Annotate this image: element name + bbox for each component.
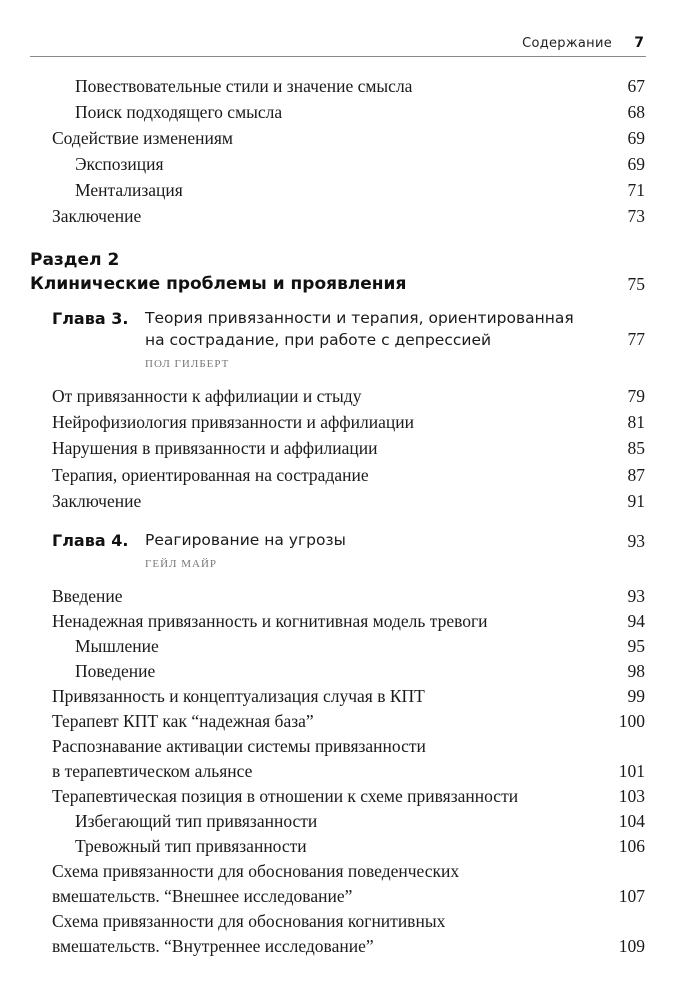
toc-entry-page: 109 (618, 936, 645, 956)
chapter-title: Реагирование на угрозы (145, 531, 346, 549)
toc-entry-text: Нарушения в привязанности и аффилиации (52, 438, 378, 458)
chapter-label: Глава 4. (52, 531, 129, 550)
toc-entry-text: Привязанность и концептуализация случая в КПТ (52, 686, 425, 706)
toc-entry-page: 71 (627, 180, 645, 200)
toc-entry-page: 106 (618, 836, 645, 856)
toc-entry-text: Содействие изменениям (52, 128, 233, 148)
toc-entry-page: 107 (618, 886, 645, 906)
toc-entry-text: Заключение (52, 491, 142, 511)
toc-entry-page: 104 (618, 811, 645, 831)
toc-entry-text: Схема привязанности для обоснования поведенческих (52, 861, 460, 881)
toc-entry-text: вмешательств. “Внешнее исследование” (52, 886, 353, 906)
toc-entry-page: 81 (627, 412, 645, 432)
toc-entry-text: Избегающий тип привязанности (75, 811, 318, 831)
toc-entry-text: Повествовательные стили и значение смысла (75, 76, 413, 96)
toc-entry-text: Нейрофизиология привязанности и аффилиации (52, 412, 414, 432)
toc-entry-page: 94 (627, 611, 645, 631)
toc-entry-text: Тревожный тип привязанности (75, 836, 307, 856)
toc-entry-page: 68 (627, 102, 645, 122)
toc-entry-page: 85 (627, 438, 645, 458)
toc-entry-text: Мышление (75, 636, 159, 656)
toc-entry-text: Введение (52, 586, 123, 606)
toc-entry-text: Заключение (52, 206, 142, 226)
toc-entry-text: От привязанности к аффилиации и стыду (52, 386, 362, 406)
toc-entry-page: 95 (627, 636, 645, 656)
chapter-title-line2: на сострадание, при работе с депрессией (145, 331, 492, 349)
toc-entry-page: 98 (627, 661, 645, 681)
section-title: Клинические проблемы и проявления (30, 274, 407, 294)
running-head (30, 30, 646, 57)
toc-entry-text: Экспозиция (75, 154, 164, 174)
chapter-author: ПОЛ ГИЛБЕРТ (145, 358, 230, 370)
toc-entry-page: 91 (627, 491, 645, 511)
toc-entry-page: 69 (627, 128, 645, 148)
toc-entry-text: Поиск подходящего смысла (75, 102, 283, 122)
toc-entry-page: 99 (627, 686, 645, 706)
toc-entry-page: 73 (627, 206, 645, 226)
toc-entry-text: Терапевтическая позиция в отношении к схеме привязанности (52, 786, 519, 806)
toc-entry-text: Ненадежная привязанность и когнитивная модель тревоги (52, 611, 488, 631)
toc-entry-page: 79 (627, 386, 645, 406)
toc-entry-text: вмешательств. “Внутреннее исследование” (52, 936, 374, 956)
section-label: Раздел 2 (30, 250, 120, 270)
running-head-title: Содержание (522, 36, 612, 51)
toc-entry-page: 101 (618, 761, 645, 781)
page-number: 7 (634, 35, 644, 51)
toc-entry-text: Распознавание активации системы привязанности (52, 736, 426, 756)
toc-entry-text: Терапевт КПТ как “надежная база” (52, 711, 314, 731)
toc-entry-text: Ментализация (75, 180, 183, 200)
chapter-page: 77 (627, 329, 645, 349)
chapter-author: ГЕЙЛ МАЙР (145, 558, 218, 570)
chapter-title-line1: Теория привязанности и терапия, ориентированная (145, 309, 574, 327)
toc-entry-page: 87 (627, 465, 645, 485)
toc-entry-text: Терапия, ориентированная на сострадание (52, 465, 369, 485)
toc-entry-page: 93 (627, 586, 645, 606)
chapter-label: Глава 3. (52, 309, 129, 328)
toc-entry-page: 103 (618, 786, 645, 806)
chapter-page: 93 (627, 531, 645, 551)
toc-entry-text: в терапевтическом альянсе (52, 761, 253, 781)
toc-entry-text: Схема привязанности для обоснования когнитивных (52, 911, 446, 931)
toc-entry-page: 69 (627, 154, 645, 174)
toc-entry-text: Поведение (75, 661, 156, 681)
section-page: 75 (627, 274, 645, 294)
toc-entry-page: 67 (627, 76, 645, 96)
toc-entry-page: 100 (618, 711, 645, 731)
